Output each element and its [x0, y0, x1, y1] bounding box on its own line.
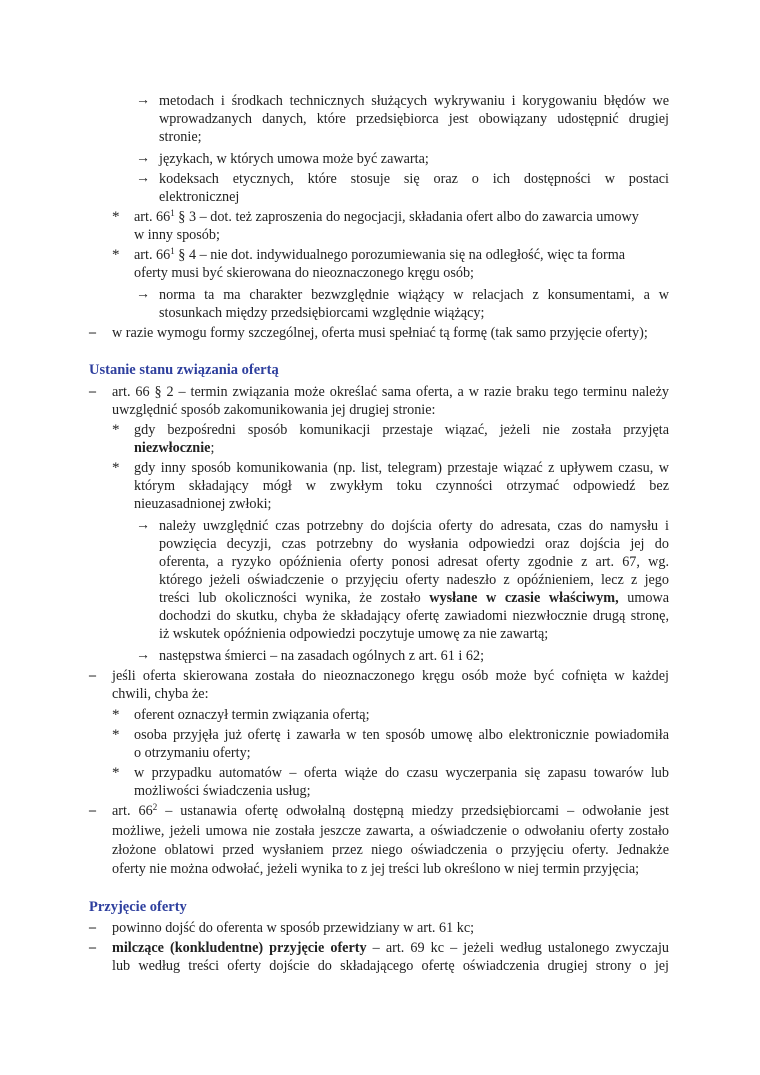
star-bullet-icon: * — [112, 422, 120, 438]
list-item: art. $66^1$ § 4 – nie dot. indywidualnego porozumiewania się na odległość, więc ta forma — [134, 246, 626, 263]
list-item-continuation: którego jeżeli oświadczenie o przyjęciu oferty nadeszło z opóźnieniem, lecz z jego — [159, 572, 669, 588]
list-item: następstwa śmierci – na zasadach ogólnych z art. 61 i 62; — [159, 648, 485, 664]
list-item-continuation: uwzględnić sposób zakomunikowania jej drugiej stronie: — [112, 402, 436, 418]
list-item: metodach i środkach technicznych służących wykrywaniu i korygowaniu błędów we — [159, 93, 669, 109]
list-item-continuation: o otrzymaniu oferty; — [134, 745, 251, 761]
arrow-bullet-icon: → — [136, 518, 150, 533]
list-item-continuation: wprowadzanych danych, które przedsiębiorca jest obowiązany udostępnić drugiej — [159, 111, 669, 127]
list-item-continuation: oferty nie można odwołać, jeżeli wynika to z jej treści lub określono w niej termin przyjęcia; — [112, 861, 640, 877]
list-item-continuation: lub według treści oferty dojście do składającego ofertę oświadczenia drugiej strony o jej — [112, 958, 669, 974]
list-item: w razie wymogu formy szczególnej, oferta musi spełniać tą formę (tak samo przyjęcie oferty); — [112, 325, 648, 341]
list-item-continuation: treści lub okoliczności wynika, że zostało wysłane w czasie właściwym, umowa — [159, 590, 669, 606]
list-item: gdy inny sposób komunikowania (np. list, telegram) przestaje wiązać z upływem czasu, w — [134, 460, 669, 476]
list-item: osoba przyjęła już ofertę i zawarła w ten sposób umowę albo elektronicznie powiadomiła — [134, 727, 669, 743]
dash-bullet-icon: – — [89, 803, 96, 818]
list-item-continuation: którym składający mógł w zwykłym toku czynności otrzymać odpowiedź bez — [134, 478, 669, 494]
star-bullet-icon: * — [112, 209, 120, 225]
list-item-continuation: możliwości świadczenia usług; — [134, 783, 311, 799]
list-item-continuation: oferty musi być skierowana do nieoznaczonego kręgu osób; — [134, 265, 475, 281]
arrow-bullet-icon: → — [136, 287, 150, 302]
list-item-continuation: oferenta, a ryzyko opóźnienia oferty ponosi adresat oferty zgodnie z art. 67, wg. — [159, 554, 669, 570]
dash-bullet-icon: – — [89, 920, 96, 935]
section-heading: Ustanie stanu związania ofertą — [89, 362, 279, 378]
arrow-bullet-icon: → — [136, 171, 150, 186]
list-item-continuation: nieuzasadnionej zwłoki; — [134, 496, 272, 512]
list-item-continuation: iż wskutek opóźnienia odpowiedzi poczytuje umowę za nie zawartą; — [159, 626, 549, 642]
list-item-continuation: dochodzi do skutku, chyba że składający ofertę zawiadomi niezwłocznie drugą stronę, — [159, 608, 669, 624]
list-item: art. $66^1$ § 3 – dot. też zaproszenia do negocjacji, składania ofert albo do zawarcia umowy — [134, 208, 639, 225]
list-item-continuation: niezwłocznie; — [134, 440, 215, 456]
star-bullet-icon: * — [112, 707, 120, 723]
list-item-continuation: złożone oblatowi przed wysłaniem przez niego oświadczenia o przyjęciu oferty. Jednakże — [112, 842, 669, 858]
list-item: jeśli oferta skierowana została do nieoznaczonego kręgu osób może być cofnięta w każdej — [112, 668, 669, 684]
star-bullet-icon: * — [112, 765, 120, 781]
dash-bullet-icon: – — [89, 668, 96, 683]
arrow-bullet-icon: → — [136, 93, 150, 108]
list-item-continuation: chwili, chyba że: — [112, 686, 209, 702]
list-item: norma ta ma charakter bezwzględnie wiążący w relacjach z konsumentami, a w — [159, 287, 669, 303]
star-bullet-icon: * — [112, 727, 120, 743]
list-item: oferent oznaczył termin związania ofertą; — [134, 707, 370, 723]
list-item-continuation: elektronicznej — [159, 189, 240, 205]
list-item: powinno dojść do oferenta w sposób przewidziany w art. 61 kc; — [112, 920, 475, 936]
list-item: w przypadku automatów – oferta wiąże do czasu wyczerpania się zapasu towarów lub — [134, 765, 669, 781]
section-heading: Przyjęcie oferty — [89, 899, 187, 915]
dash-bullet-icon: – — [89, 384, 96, 399]
list-item-continuation: w inny sposób; — [134, 227, 220, 243]
list-item: art. 66 § 2 – termin związania może określać sama oferta, a w razie braku tego terminu należy — [112, 384, 669, 400]
dash-bullet-icon: – — [89, 325, 96, 340]
star-bullet-icon: * — [112, 247, 120, 263]
list-item-continuation: możliwe, jeżeli umowa nie została jeszcze zawarta, a oświadczenie o odwołaniu oferty zostało — [112, 823, 669, 839]
list-item-continuation: powzięcia decyzji, czas potrzebny do wysłania odpowiedzi oraz dojścia jej do — [159, 536, 669, 552]
list-item-continuation: stronie; — [159, 129, 202, 145]
star-bullet-icon: * — [112, 460, 120, 476]
list-item: art. $66^2$ – ustanawia ofertę odwołalną dostępną miedzy przedsiębiorcami – odwołanie jest — [112, 802, 669, 819]
list-item: milczące (konkludentne) przyjęcie oferty – art. 69 kc – jeżeli według ustalonego zwyczaju — [112, 940, 669, 956]
list-item: należy uwzględnić czas potrzebny do dojścia oferty do adresata, czas do namysłu i — [159, 518, 669, 534]
arrow-bullet-icon: → — [136, 648, 150, 663]
list-item-continuation: stosunkach między przedsiębiorcami względnie wiążący; — [159, 305, 485, 321]
arrow-bullet-icon: → — [136, 151, 150, 166]
list-item: językach, w których umowa może być zawarta; — [159, 151, 429, 167]
dash-bullet-icon: – — [89, 940, 96, 955]
list-item: gdy bezpośredni sposób komunikacji przestaje wiązać, jeżeli nie została przyjęta — [134, 422, 669, 438]
list-item: kodeksach etycznych, które stosuje się oraz o ich dostępności w postaci — [159, 171, 669, 187]
